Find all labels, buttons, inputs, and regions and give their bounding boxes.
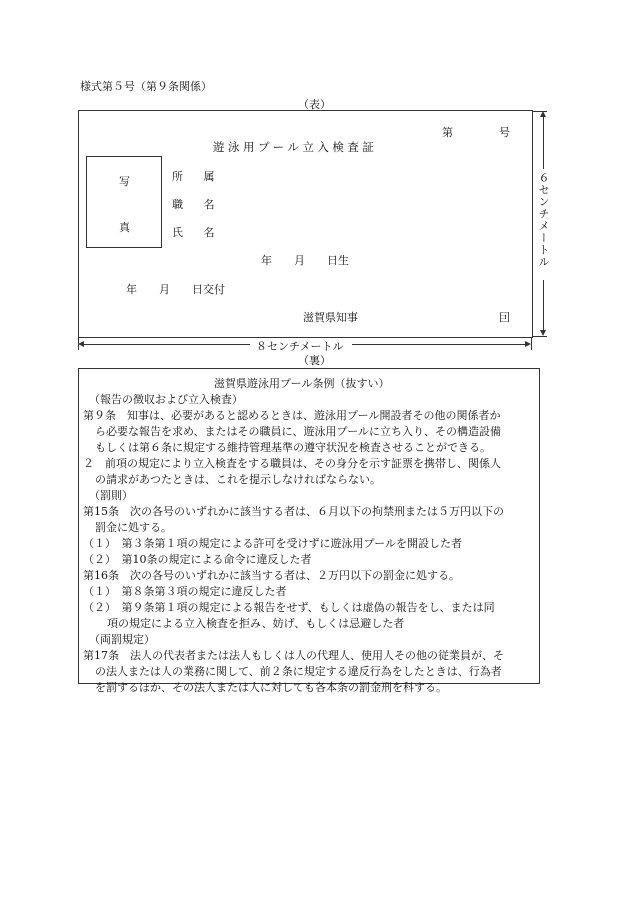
ordinance-line: 第９条 知事は、必要があると認めるときは、遊泳用プール開設者その他の関係者か: [83, 409, 501, 422]
height-line-lower: [543, 280, 544, 333]
ordinance-line: 第17条 法人の代表者または法人もしくは人の代理人、使用人その他の従業員が、そ: [83, 649, 504, 662]
ordinance-line: （罰則）: [89, 489, 133, 502]
back-card: [78, 368, 540, 694]
ordinance-line: 項の規定による立入検査を拒み、妨げ、もしくは忌避した者: [107, 617, 405, 630]
seal: 囙: [499, 311, 510, 324]
ordinance-line: （１） 第８条第３項の規定に違反した者: [83, 585, 287, 598]
issue-date: 年 月 日交付: [126, 283, 225, 296]
birth-date: 年 月 日生: [261, 254, 349, 267]
card-title: 遊泳用プール立入検査証: [213, 140, 378, 154]
width-line-left: [80, 344, 250, 345]
arrow-left-icon: [78, 341, 84, 347]
ordinance-line: （１） 第３条第１項の規定による許可を受けずに遊泳用プールを開設した者: [83, 537, 462, 550]
height-dimension: ６センチメートル: [537, 172, 550, 268]
ordinance-line: ら必要な報告を求め、またはその職員に、遊泳用プールに立ち入り、その構造設備: [95, 425, 502, 438]
name-label: 氏 名: [172, 226, 217, 239]
back-side-label: （裏）: [298, 354, 331, 367]
issuer: 滋賀県知事: [303, 311, 358, 324]
arrow-down-icon: [540, 330, 546, 336]
number-suffix: 号: [499, 126, 510, 139]
width-dimension: ８センチメートル: [256, 340, 344, 353]
number-prefix: 第: [442, 126, 453, 139]
front-card: [78, 110, 533, 338]
ordinance-line: （両罰規定）: [89, 633, 155, 646]
ordinance-title: 滋賀県遊泳用プール条例（抜すい）: [214, 377, 390, 390]
ordinance-line: の法人または人の業務に関して、前２条に規定する違反行為をしたときは、行為者: [95, 665, 502, 678]
width-line-right: [352, 344, 529, 345]
height-tick-bottom: [533, 336, 547, 337]
ordinance-line: もしくは第６条に規定する維持管理基準の遵守状況を検査させることができる。: [95, 441, 491, 454]
width-tick-right: [531, 338, 532, 350]
ordinance-line: 第16条 次の各号のいずれかに該当する者は、２万円以下の罰金に処する。: [83, 569, 460, 582]
affiliation-label: 所 属: [172, 170, 217, 183]
ordinance-line: （報告の徴収および立入検査）: [89, 393, 243, 406]
photo-box: [86, 156, 162, 248]
position-label: 職 名: [172, 198, 217, 211]
ordinance-line: （２） 第９条第１項の規定による報告をせず、もしくは虚偽の報告をし、または同: [83, 601, 495, 614]
height-line-upper: [543, 114, 544, 169]
ordinance-line: の請求があつたときは、これを提示しなければならない。: [95, 473, 381, 486]
ordinance-line: ２ 前項の規定により立入検査をする職員は、その身分を示す証票を携帯し、関係人: [83, 457, 501, 470]
ordinance-line: を罰するほか、その法人または人に対しても各本条の罰金刑を科する。: [95, 681, 447, 694]
front-side-label: （表）: [298, 98, 331, 111]
photo-char-2: 真: [119, 221, 130, 234]
ordinance-line: 罰金に処する。: [95, 521, 172, 534]
ordinance-line: （２） 第10条の規定による命令に違反した者: [83, 553, 312, 566]
photo-char-1: 写: [119, 175, 130, 188]
arrow-right-icon: [525, 341, 531, 347]
ordinance-line: 第15条 次の各号のいずれかに該当する者は、６月以下の拘禁刑または５万円以下の: [83, 505, 504, 518]
arrow-up-icon: [540, 111, 546, 117]
form-label: 様式第５号（第９条関係）: [80, 80, 212, 93]
